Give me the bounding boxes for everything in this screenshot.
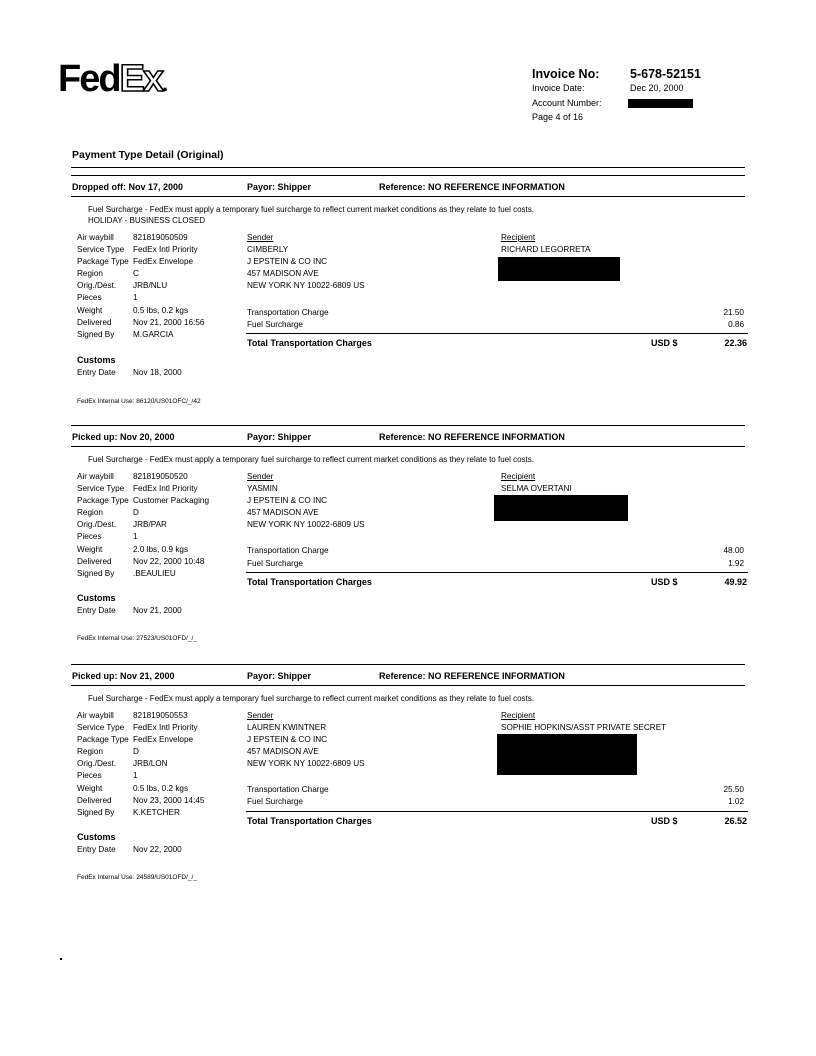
reference: Reference: NO REFERENCE INFORMATION [379,671,565,681]
total-amount: 22.36 [724,338,747,348]
sender-block [247,232,365,292]
delivered: Nov 23, 2000 14:45 [133,795,205,805]
label-delivered: Delivered [77,556,112,566]
customs-label: Customs [77,355,116,365]
invoice-no-label: Invoice No: [532,67,600,81]
sender-label: Sender [247,472,274,481]
recipient-name: SOPHIE HOPKINS/ASST PRIVATE SECRET [501,723,667,733]
recipient-label: Recipient [501,472,536,481]
sender-street: 457 MADISON AVE [247,269,319,279]
sender-company: J EPSTEIN & CO INC [247,735,328,745]
pieces: 1 [133,532,138,542]
fuel-surcharge-amount: 0.86 [728,320,744,329]
internal-use: FedEx Internal Use: 86120/US01OFC/_/42 [77,398,201,405]
label-delivered: Delivered [77,317,112,327]
fuel-surcharge-amount: 1.02 [728,797,744,806]
title-divider [71,167,745,168]
label-service-type: Service Type [77,723,125,733]
sender-city: NEW YORK NY 10022-6809 US [247,520,365,530]
logo-fed: Fed [58,58,120,100]
orig-dest: JRB/PAR [133,520,167,530]
label-weight: Weight [77,783,103,793]
page-number: Page 4 of 16 [532,112,584,122]
detail-values [133,232,204,341]
recipient-name: RICHARD LEGORRETA [501,245,591,255]
recipient-block [501,471,572,495]
total-label: Total Transportation Charges [247,816,372,826]
label-pieces: Pieces [77,771,102,781]
account-number-label: Account Number: [532,98,602,108]
redaction-bar [628,99,693,108]
redaction-bar [498,257,620,281]
label-service-type: Service Type [77,484,125,494]
recipient-label: Recipient [501,711,536,720]
sender-company: J EPSTEIN & CO INC [247,257,328,267]
transport-charge-label: Transportation Charge [247,546,329,555]
invoice-date: Dec 20, 2000 [630,83,684,93]
payor: Payor: Shipper [247,671,312,681]
total-rule [246,811,748,812]
entry-date: Nov 21, 2000 [133,606,182,615]
invoice-no: 5-678-52151 [630,67,701,81]
sender-label: Sender [247,233,274,242]
service-type: FedEx Intl Priority [133,723,198,733]
recipient-block [501,710,666,734]
sender-name: YASMIN [247,484,278,494]
section-header-rule [71,196,745,197]
shipment-event: Picked up: Nov 21, 2000 [72,671,175,681]
signed-by: M.GARCIA [133,329,174,339]
label-air-waybill: Air waybill [77,233,114,242]
detail-values [133,710,204,819]
weight: 0.5 lbs, 0.2 kgs [133,783,189,793]
sender-company: J EPSTEIN & CO INC [247,496,328,506]
transport-charge-label: Transportation Charge [247,308,329,317]
total-amount: 49.92 [724,577,747,587]
region: C [133,269,139,279]
fuel-note: Fuel Surcharge - FedEx must apply a temporary fuel surcharge to reflect current market conditions as they relate to fuel costs. [88,205,534,214]
package-type: FedEx Envelope [133,735,194,745]
service-type: FedEx Intl Priority [133,484,198,494]
label-package-type: Package Type [77,735,129,745]
total-rule [246,333,748,334]
logo-ex: Ex [119,58,163,100]
sender-name: CIMBERLY [247,245,289,255]
label-delivered: Delivered [77,795,112,805]
recipient-name: SELMA OVERTANI [501,484,572,494]
reference: Reference: NO REFERENCE INFORMATION [379,182,565,192]
currency: USD $ [651,816,678,826]
signed-by: K.KETCHER [133,807,180,817]
label-region: Region [77,508,103,518]
label-service-type: Service Type [77,245,125,255]
label-signed-by: Signed By [77,807,115,817]
fuel-note: Fuel Surcharge - FedEx must apply a temporary fuel surcharge to reflect current market conditions as they relate to fuel costs. [88,694,534,703]
detail-values [133,471,209,580]
region: D [133,508,139,518]
sender-street: 457 MADISON AVE [247,508,319,518]
sender-name: LAUREN KWINTNER [247,723,327,733]
transport-charge-amount: 25.50 [723,785,744,794]
orig-dest: JRB/LON [133,759,168,769]
currency: USD $ [651,338,678,348]
section-top-rule [71,175,745,176]
air-waybill: 821819050520 [133,472,188,481]
recipient-block [501,232,590,256]
sender-street: 457 MADISON AVE [247,747,319,757]
label-pieces: Pieces [77,532,102,542]
redaction-bar [494,495,628,521]
weight: 0.5 lbs, 0.2 kgs [133,305,189,315]
fuel-note: Fuel Surcharge - FedEx must apply a temporary fuel surcharge to reflect current market conditions as they relate to fuel costs. [88,455,534,464]
label-weight: Weight [77,544,103,554]
customs-label: Customs [77,593,116,603]
transport-charge-label: Transportation Charge [247,785,329,794]
shipment-event: Dropped off: Nov 17, 2000 [72,182,184,192]
pieces: 1 [133,771,138,781]
holiday-note: HOLIDAY - BUSINESS CLOSED [88,216,206,225]
entry-date-label: Entry Date [77,368,116,377]
fuel-surcharge-amount: 1.92 [728,559,744,568]
section-header-rule [71,685,745,686]
internal-use: FedEx Internal Use: 27523/US01OFD/_/_ [77,635,197,642]
section-header-rule [71,446,745,447]
pieces: 1 [133,293,138,303]
label-package-type: Package Type [77,257,129,267]
signed-by: .BEAULIEU [133,568,176,578]
label-weight: Weight [77,305,103,315]
invoice-date-label: Invoice Date: [532,83,585,93]
fuel-surcharge-label: Fuel Surcharge [247,797,303,806]
region: D [133,747,139,757]
entry-date-label: Entry Date [77,606,116,615]
detail-labels [77,710,129,819]
package-type: Customer Packaging [133,496,209,506]
total-rule [246,572,748,573]
reference: Reference: NO REFERENCE INFORMATION [379,432,565,442]
label-pieces: Pieces [77,293,102,303]
air-waybill: 821819050509 [133,233,188,242]
sender-block [247,471,365,531]
payor: Payor: Shipper [247,432,312,442]
stray-mark [60,958,62,960]
air-waybill: 821819050553 [133,711,188,720]
label-orig-dest: Orig./Dest. [77,520,117,530]
label-air-waybill: Air waybill [77,472,114,481]
logo-dot: . [162,71,167,96]
label-orig-dest: Orig./Dest. [77,281,117,291]
delivered: Nov 21, 2000 16:56 [133,317,205,327]
orig-dest: JRB/NLU [133,281,168,291]
transport-charge-amount: 48.00 [723,546,744,555]
detail-labels [77,232,129,341]
detail-labels [77,471,129,580]
total-label: Total Transportation Charges [247,577,372,587]
delivered: Nov 22, 2000 10:48 [133,556,205,566]
package-type: FedEx Envelope [133,257,194,267]
payor: Payor: Shipper [247,182,312,192]
sender-label: Sender [247,711,274,720]
service-type: FedEx Intl Priority [133,245,198,255]
section-top-rule [71,664,745,665]
entry-date-label: Entry Date [77,845,116,854]
shipment-event: Picked up: Nov 20, 2000 [72,432,175,442]
label-signed-by: Signed By [77,568,115,578]
sender-city: NEW YORK NY 10022-6809 US [247,759,365,769]
recipient-label: Recipient [501,233,536,242]
label-region: Region [77,747,103,757]
sender-city: NEW YORK NY 10022-6809 US [247,281,365,291]
fuel-surcharge-label: Fuel Surcharge [247,320,303,329]
redaction-bar [497,734,637,775]
entry-date: Nov 18, 2000 [133,368,182,377]
transport-charge-amount: 21.50 [723,308,744,317]
section-top-rule [71,425,745,426]
label-air-waybill: Air waybill [77,711,114,720]
fedex-logo [58,60,166,98]
currency: USD $ [651,577,678,587]
weight: 2.0 lbs, 0.9 kgs [133,544,189,554]
total-label: Total Transportation Charges [247,338,372,348]
fuel-surcharge-label: Fuel Surcharge [247,559,303,568]
label-package-type: Package Type [77,496,129,506]
label-orig-dest: Orig./Dest. [77,759,117,769]
internal-use: FedEx Internal Use: 24589/US01OFD/_/_ [77,874,197,881]
customs-label: Customs [77,832,116,842]
entry-date: Nov 22, 2000 [133,845,182,854]
sender-block [247,710,365,770]
label-region: Region [77,269,103,279]
page-title: Payment Type Detail (Original) [72,149,224,161]
label-signed-by: Signed By [77,329,115,339]
total-amount: 26.52 [724,816,747,826]
